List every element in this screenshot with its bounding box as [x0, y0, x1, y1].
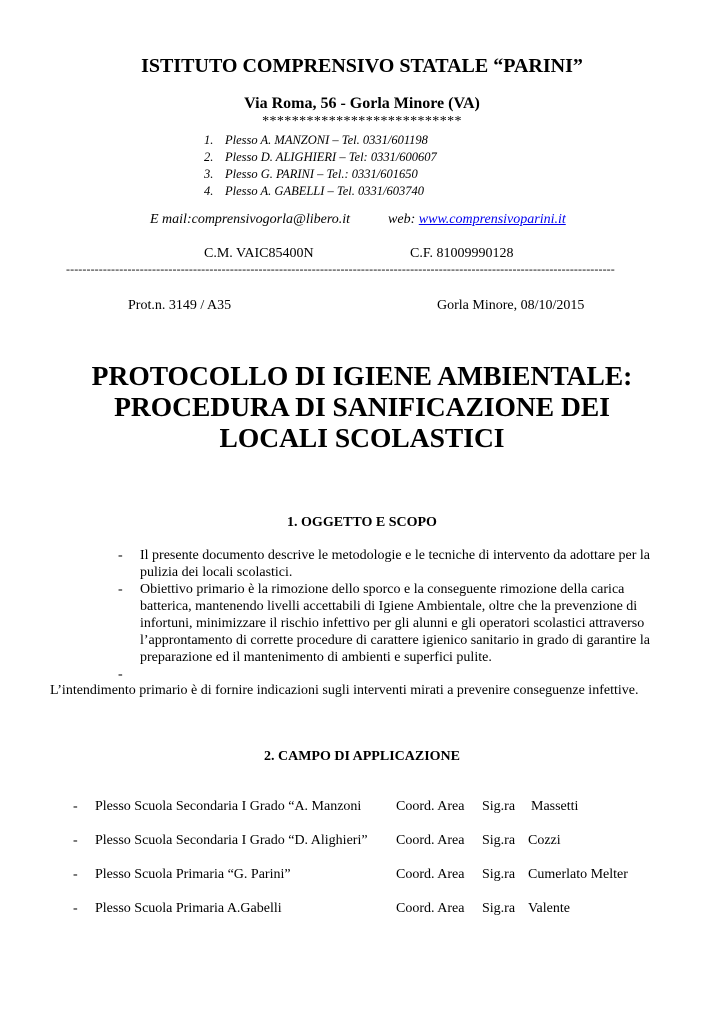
plesso-item: [204, 166, 437, 183]
bullet-dash: -: [118, 667, 123, 682]
plesso-item: [204, 132, 437, 149]
row-sig: Sig.ra: [482, 833, 516, 848]
bullet-dash: -: [118, 582, 123, 597]
row-dash: -: [73, 833, 78, 848]
title-line: LOCALI SCOLASTICI: [219, 422, 505, 453]
row-dash: -: [73, 799, 78, 814]
section-heading-campo: 2. CAMPO DI APPLICAZIONE: [263, 749, 460, 764]
institute-name: ISTITUTO COMPRENSIVO STATALE “PARINI”: [141, 55, 583, 77]
bullet-text: Il presente documento descrive le metodologie e le tecniche di intervento da adottare per la pulizia dei locali scolastici.: [140, 548, 651, 580]
document-date: Gorla Minore, 08/10/2015: [437, 298, 585, 313]
row-coord: Coord. Area: [396, 901, 465, 916]
row-name: Massetti: [531, 799, 579, 814]
plesso-item: [204, 183, 437, 200]
cm-code: C.M. VAIC85400N: [204, 246, 314, 261]
row-plesso: Plesso Scuola Primaria A.Gabelli: [95, 901, 282, 916]
email-text: E mail:comprensivogorla@libero.it: [150, 212, 351, 227]
plesso-number: 2.: [204, 150, 214, 164]
section-heading-oggetto: 1. OGGETTO E SCOPO: [287, 515, 437, 530]
row-dash: -: [73, 901, 78, 916]
contacts-line: [150, 212, 566, 228]
stars-divider: ***************************: [262, 114, 462, 129]
bullet-text: [140, 666, 678, 683]
dashed-separator: --------------------------------------------------------------------------------------------------------------------------------------: [66, 262, 615, 276]
plesso-item: [204, 149, 437, 166]
section1-bullet-list: [118, 547, 678, 683]
row-sig: Sig.ra: [482, 901, 516, 916]
plesso-text: Plesso D. ALIGHIERI – Tel: 0331/600607: [225, 150, 437, 164]
section1-paragraph: L’intendimento primario è di fornire indicazioni sugli interventi mirati a prevenire conseguenze infettive.: [50, 683, 639, 698]
institute-address: Via Roma, 56 - Gorla Minore (VA): [244, 95, 480, 112]
title-line: PROTOCOLLO DI IGIENE AMBIENTALE:: [91, 360, 633, 391]
row-plesso: Plesso Scuola Secondaria I Grado “D. Alighieri”: [95, 833, 368, 848]
row-coord: Coord. Area: [396, 833, 465, 848]
row-sig: Sig.ra: [482, 867, 516, 882]
plesso-text: Plesso G. PARINI – Tel.: 0331/601650: [225, 167, 418, 181]
bullet-item: [118, 547, 678, 581]
bullet-item: [118, 581, 678, 666]
protocol-number: Prot.n. 3149 / A35: [128, 298, 232, 313]
row-name: Cozzi: [528, 833, 561, 848]
row-name: Valente: [528, 901, 570, 916]
website-link[interactable]: www.comprensivoparini.it: [418, 212, 566, 227]
plesso-number: 1.: [204, 133, 214, 147]
plesso-number: 4.: [204, 184, 214, 198]
cf-code: C.F. 81009990128: [410, 246, 514, 261]
row-plesso: Plesso Scuola Primaria “G. Parini”: [95, 867, 291, 882]
row-coord: Coord. Area: [396, 867, 465, 882]
plesso-text: Plesso A. GABELLI – Tel. 0331/603740: [225, 184, 424, 198]
plesso-number: 3.: [204, 167, 214, 181]
row-sig: Sig.ra: [482, 799, 516, 814]
row-coord: Coord. Area: [396, 799, 465, 814]
bullet-dash: -: [118, 548, 123, 563]
bullet-text: Obiettivo primario è la rimozione dello sporco e la conseguente rimozione della carica batterica, mantenendo livelli accettabili di Igiene Ambientale, oltre che la prevenzione di infortuni, minimizzare il rischio infettivo per gli alunni e gli operatori scolastici attraverso l’approntamento di corrette procedure di carattere igienico sanitario in grado di garantire la preparazione ed il mantenimento di ambienti e superfici pulite.: [140, 582, 650, 665]
row-name: Cumerlato Melter: [528, 867, 628, 882]
bullet-item: [118, 666, 678, 683]
plesso-text: Plesso A. MANZONI – Tel. 0331/601198: [225, 133, 428, 147]
web-label: web:: [388, 212, 419, 227]
plessi-list: [204, 132, 437, 200]
document-title: [0, 360, 724, 453]
title-line: PROCEDURA DI SANIFICAZIONE DEI: [114, 391, 610, 422]
row-dash: -: [73, 867, 78, 882]
row-plesso: Plesso Scuola Secondaria I Grado “A. Manzoni: [95, 799, 362, 814]
